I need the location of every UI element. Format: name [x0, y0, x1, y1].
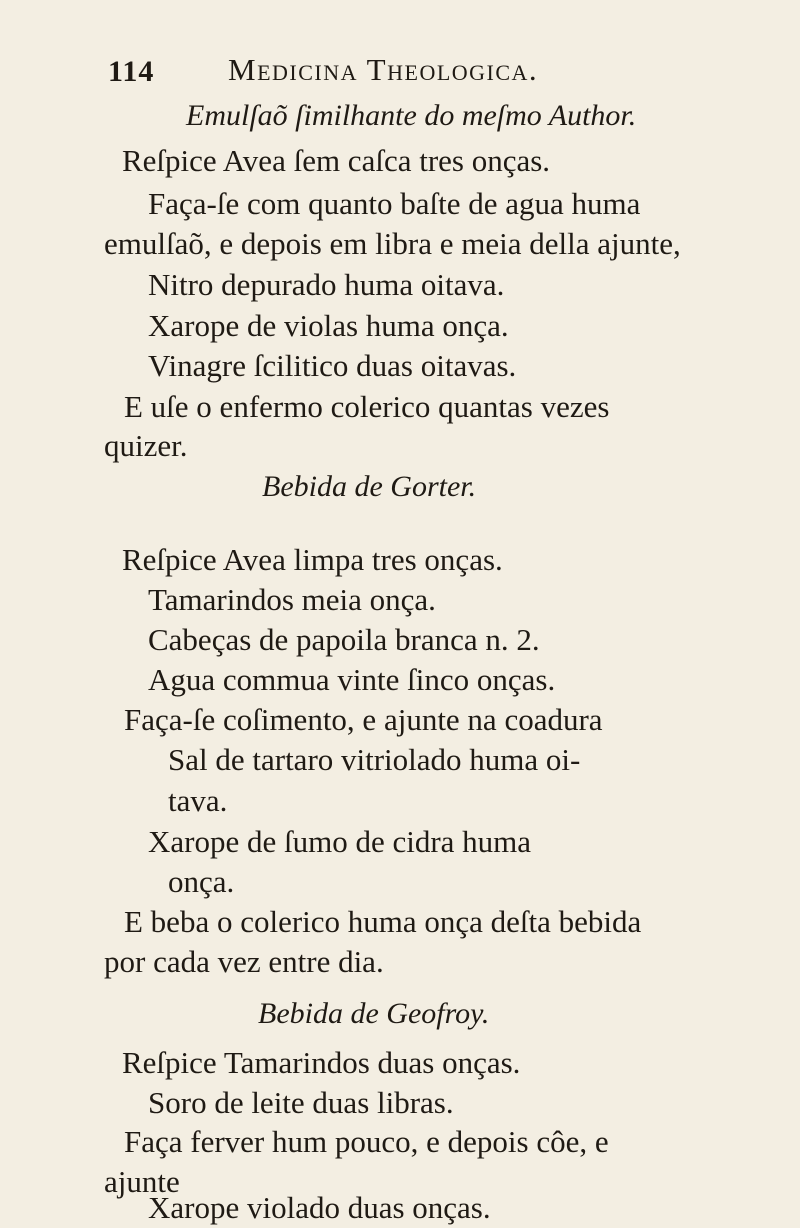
text-line: Cabeças de papoila branca n. 2.: [148, 622, 540, 657]
text-line: Faça-ſe coſimento, e ajunte na coadura: [124, 702, 603, 737]
running-title: Medicina Theologica.: [228, 52, 539, 87]
text-line: Tamarindos meia onça.: [148, 582, 436, 617]
text-line: emulſaõ, e depois em libra e meia della ajunte,: [104, 226, 681, 261]
text-line: onça.: [168, 864, 235, 899]
text-line: Soro de leite duas libras.: [148, 1085, 454, 1120]
text-line: Xarope de ſumo de cidra huma: [148, 824, 532, 859]
text-line: Xarope de violas huma onça.: [148, 308, 509, 343]
text-line: tava.: [168, 783, 228, 818]
text-line: Agua commua vinte ſinco onças.: [148, 662, 556, 697]
section-heading: Bebida de Geofroy.: [258, 997, 490, 1030]
section-heading: Bebida de Gorter.: [262, 470, 477, 503]
text-line: E uſe o enfermo colerico quantas vezes: [124, 389, 610, 424]
text-line: Nitro depurado huma oitava.: [148, 267, 505, 302]
section-heading: Emulſaõ ſimilhante do meſmo Author.: [186, 99, 637, 132]
text-line: Reſpice Tamarindos duas onças.: [122, 1045, 521, 1080]
text-line: Faça-ſe com quanto baſte de agua huma: [148, 186, 641, 221]
text-line: Vinagre ſcilitico duas oitavas.: [148, 348, 517, 383]
text-line: por cada vez entre dia.: [104, 944, 384, 979]
text-line: E beba o colerico huma onça deſta bebida: [124, 904, 642, 939]
text-line: Xarope violado duas onças.: [148, 1190, 491, 1225]
page-number: 114: [108, 55, 155, 88]
text-line: Faça ferver hum pouco, e depois côe, e: [124, 1124, 609, 1159]
text-line: ajunte: [104, 1164, 180, 1199]
text-line: Sal de tartaro vitriolado huma oi-: [168, 742, 581, 777]
text-line: Reſpice Avea limpa tres onças.: [122, 542, 503, 577]
text-line: Reſpice Avea ſem caſca tres onças.: [122, 143, 551, 178]
text-line: quizer.: [104, 428, 188, 463]
